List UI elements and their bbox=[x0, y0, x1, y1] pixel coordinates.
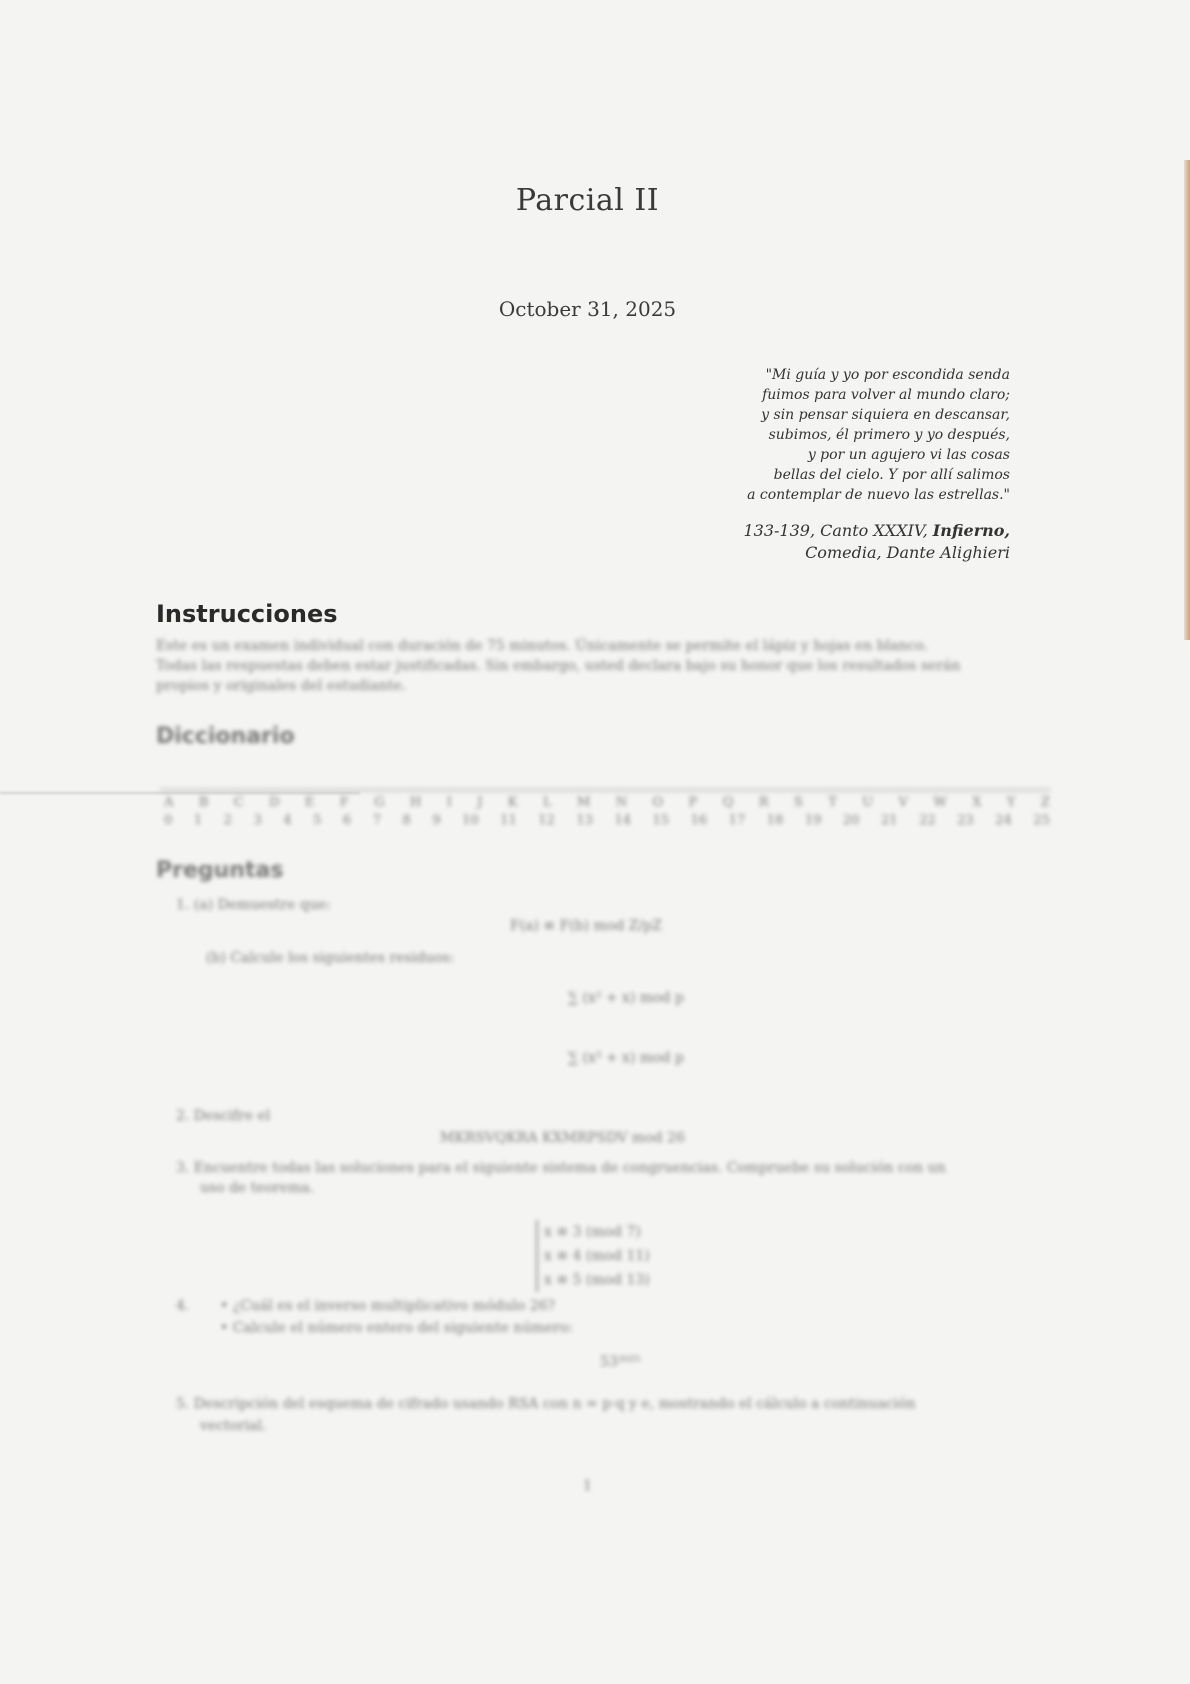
question-3: 3. Encuentre todas las soluciones para el siguiente sistema de congruencias. Compruebe su solución con un bbox=[176, 1160, 946, 1176]
dictionary-letter: F bbox=[339, 795, 349, 810]
dictionary-number: 0 bbox=[164, 813, 173, 828]
dictionary-letter: J bbox=[477, 795, 483, 810]
epigraph-line: bellas del cielo. Y por allí salimos bbox=[773, 467, 1010, 483]
dictionary-number: 18 bbox=[766, 813, 784, 828]
numbers-row bbox=[164, 813, 1050, 828]
dictionary-number: 2 bbox=[223, 813, 232, 828]
dictionary-letter: B bbox=[198, 795, 209, 810]
question-4a: • ¿Cuál es el inverso multiplicativo módulo 26? bbox=[220, 1298, 556, 1314]
dictionary-number: 17 bbox=[728, 813, 746, 828]
dictionary-number: 13 bbox=[576, 813, 593, 828]
dictionary-number: 5 bbox=[313, 813, 322, 828]
dictionary-number: 14 bbox=[614, 813, 631, 828]
dictionary-number: 21 bbox=[880, 813, 898, 828]
dictionary-letter: M bbox=[577, 795, 591, 810]
question-1a: 1. (a) Demuestre que: bbox=[176, 897, 331, 913]
dictionary-number: 9 bbox=[432, 813, 441, 828]
epigraph bbox=[650, 365, 1010, 505]
congruence-line: x ≡ 3 (mod 7) bbox=[544, 1224, 641, 1240]
question-4: 4. bbox=[176, 1298, 190, 1314]
instructions-heading: Instrucciones bbox=[156, 600, 338, 628]
epigraph-line: fuimos para volver al mundo claro; bbox=[762, 387, 1010, 403]
epigraph-line: subimos, él primero y yo después, bbox=[768, 427, 1010, 443]
dictionary-letter: C bbox=[233, 795, 244, 810]
dictionary-letter: K bbox=[507, 795, 518, 810]
dictionary-letter: G bbox=[374, 795, 385, 810]
dictionary-number: 3 bbox=[253, 813, 262, 828]
instructions-line: Este es un examen individual con duración de 75 minutos. Únicamente se permite el lápiz y hojas en blanco. bbox=[156, 638, 929, 654]
dictionary-letter: E bbox=[304, 795, 315, 810]
dictionary-letter: A bbox=[164, 795, 174, 810]
dictionary-letter: P bbox=[688, 795, 698, 810]
dictionary-number: 24 bbox=[995, 813, 1012, 828]
dictionary-number: 20 bbox=[842, 813, 860, 828]
dictionary-number: 23 bbox=[957, 813, 974, 828]
dictionary-number: 15 bbox=[652, 813, 670, 828]
citation-author: Comedia, Dante Alighieri bbox=[805, 543, 1010, 562]
dictionary-letter: Z bbox=[1040, 795, 1050, 810]
formula-1b-sum1: ∑ (x² + x) mod p bbox=[568, 990, 684, 1006]
dictionary-letter: W bbox=[933, 795, 947, 810]
dictionary-number: 16 bbox=[690, 813, 708, 828]
dictionary-heading: Diccionario bbox=[156, 724, 295, 749]
congruence-system bbox=[536, 1220, 650, 1292]
dictionary-letter: I bbox=[446, 795, 452, 810]
question-2: 2. Descifre el bbox=[176, 1108, 271, 1124]
instructions-line: Todas las respuestas deben estar justificadas. Sin embargo, usted declara bajo su honor que los resultados serán bbox=[156, 658, 961, 674]
dictionary-number: 4 bbox=[283, 813, 292, 828]
epigraph-line: y por un agujero vi las cosas bbox=[807, 447, 1010, 463]
letters-row bbox=[164, 795, 1050, 810]
formula-1b-sum2: ∑ (x³ + x) mod p bbox=[568, 1050, 684, 1066]
dictionary-letter: T bbox=[828, 795, 837, 810]
question-1b: (b) Calcule los siguientes residuos: bbox=[206, 950, 455, 966]
date: October 31, 2025 bbox=[498, 297, 677, 321]
formula-1a: F(a) ≡ F(b) mod Z/pZ bbox=[510, 918, 662, 934]
dictionary-letter: Q bbox=[722, 795, 734, 810]
dictionary-number: 10 bbox=[462, 813, 479, 828]
dictionary-number: 19 bbox=[804, 813, 822, 828]
epigraph-line: a contemplar de nuevo las estrellas." bbox=[747, 487, 1010, 503]
dictionary-letter: N bbox=[615, 795, 628, 810]
dictionary-letter: U bbox=[862, 795, 874, 810]
congruence-line: x ≡ 4 (mod 11) bbox=[544, 1248, 650, 1264]
dictionary-letter: R bbox=[758, 795, 769, 810]
instructions-paragraph bbox=[156, 636, 1036, 696]
page-number: 1 bbox=[583, 1478, 592, 1494]
questions-heading: Preguntas bbox=[156, 858, 284, 883]
citation-work: Infierno, bbox=[932, 521, 1010, 540]
page-title: Parcial II bbox=[515, 183, 660, 218]
dictionary-number: 1 bbox=[193, 813, 203, 828]
epigraph-citation bbox=[650, 520, 1010, 564]
question-3-cont: uso de teorema. bbox=[200, 1180, 315, 1196]
epigraph-line: "Mi guía y yo por escondida senda bbox=[765, 367, 1010, 383]
dictionary-number: 6 bbox=[342, 813, 352, 828]
dictionary-number: 12 bbox=[538, 813, 555, 828]
congruence-line: x ≡ 5 (mod 13) bbox=[544, 1272, 650, 1288]
dictionary-letter: L bbox=[542, 795, 552, 810]
dictionary-letter: D bbox=[269, 795, 280, 810]
question-5: 5. Descripción del esquema de cifrado usando RSA con n = p·q y e, mostrando el cálculo a continuación bbox=[176, 1396, 916, 1412]
formula-2: MKRSVQKRA KXMRPSDV mod 26 bbox=[440, 1130, 685, 1146]
formula-4: 53²⁰²⁵ bbox=[600, 1354, 641, 1370]
paper-edge-shadow bbox=[1184, 160, 1190, 640]
dictionary-number: 22 bbox=[919, 813, 936, 828]
dictionary-table bbox=[160, 785, 1050, 831]
dictionary-letter: Y bbox=[1006, 795, 1016, 810]
citation-prefix: 133-139, Canto XXXIV, bbox=[743, 521, 933, 540]
epigraph-line: y sin pensar siquiera en descansar, bbox=[761, 407, 1010, 423]
dictionary-number: 7 bbox=[372, 813, 381, 828]
dictionary-letter: V bbox=[898, 795, 909, 810]
dictionary-letter: O bbox=[652, 795, 664, 810]
question-4b: • Calcule el número entero del siguiente número: bbox=[220, 1320, 573, 1336]
question-5-cont: vectorial. bbox=[200, 1418, 267, 1434]
dictionary-number: 11 bbox=[500, 813, 517, 828]
dictionary-number: 8 bbox=[402, 813, 411, 828]
dictionary-letter: H bbox=[410, 795, 422, 810]
dictionary-letter: X bbox=[972, 795, 982, 810]
dictionary-number: 25 bbox=[1033, 813, 1050, 828]
instructions-line: propios y originales del estudiante. bbox=[156, 678, 407, 694]
dictionary-letter: S bbox=[793, 795, 803, 810]
table-rule bbox=[160, 789, 1050, 791]
